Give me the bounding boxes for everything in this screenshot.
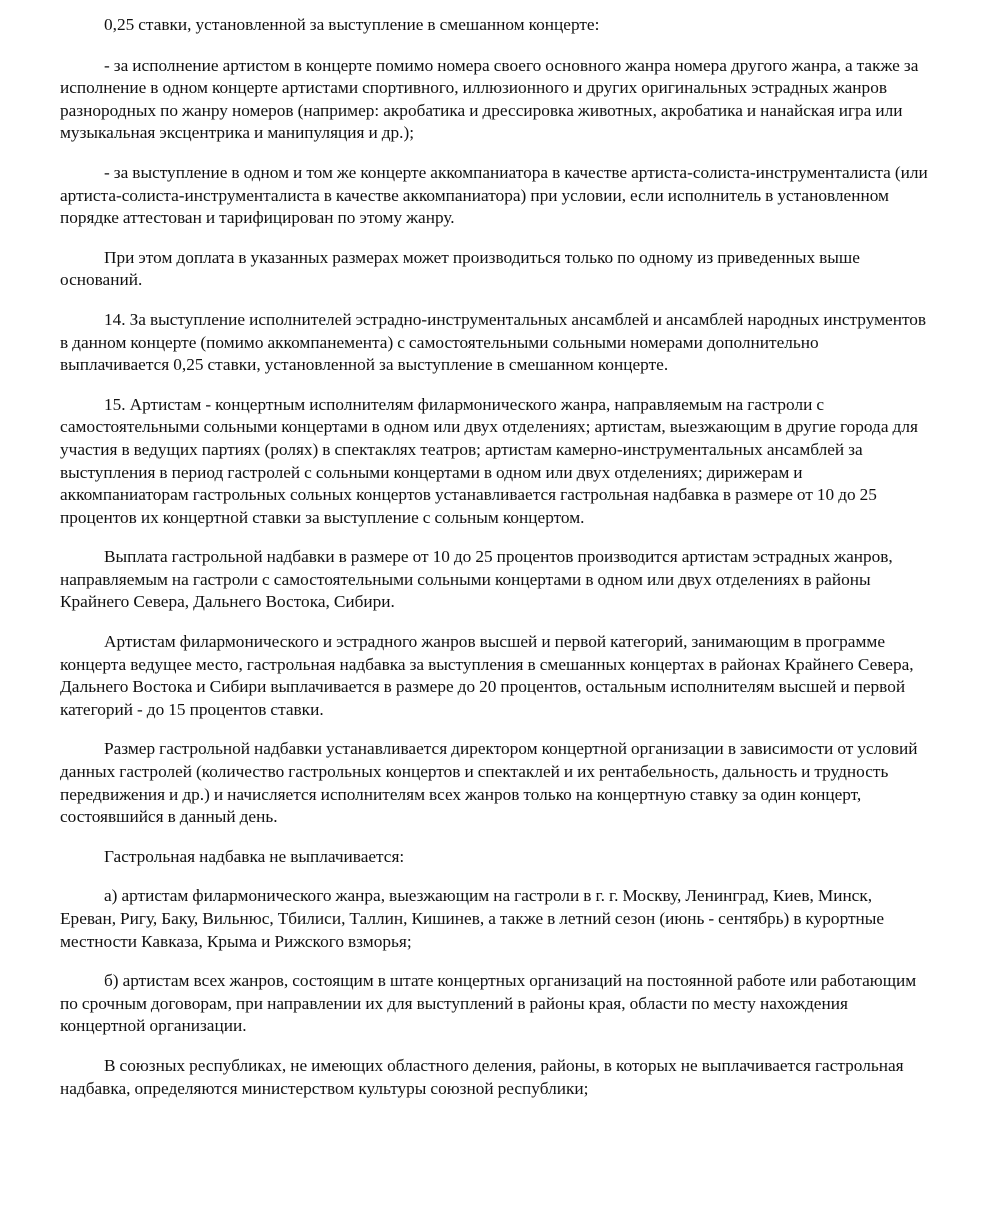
paragraph-item-15: 15. Артистам - концертным исполнителям филармонического жанра, направляемым на гастроли с самостоятельными сольными концертами в одном или двух отделениях; артистам, выезжающим в другие города для участия в ведущих партиях (ролях) в спектаклях театров; артистам камерно-инструментальных ансамблей за выступления в период гастролей с сольными концертами в одном или двух отделениях; дирижерам и аккомпаниаторам гастрольных сольных концертов устанавливается гастрольная надбавка в размере от 10 до 25 процентов их концертной ставки за выступление с сольным концертом. <box>60 394 918 527</box>
paragraph-tour-bonus-size: Размер гастрольной надбавки устанавливается директором концертной организации в зависимости от условий данных гастролей (количество гастрольных концертов и спектаклей и их рентабельность, дальность и трудность передвижения и др.) и начисляется исполнителям всех жанров только на концертную ставку за один концерт, состоявшийся в данный день. <box>60 739 918 827</box>
paragraph-union-republics: В союзных республиках, не имеющих областного деления, районы, в которых не выплачивается гастрольная надбавка, определяются министерством культуры союзной республики; <box>60 1055 904 1098</box>
paragraph-single-basis: При этом доплата в указанных размерах может производиться только по одному из приведенных выше оснований. <box>60 247 860 290</box>
paragraph-not-paid-heading: Гастрольная надбавка не выплачивается: <box>104 846 405 866</box>
paragraph-rate-continuation: 0,25 ставки, установленной за выступление в смешанном концерте: <box>104 15 600 34</box>
paragraph-accompanist: - за выступление в одном и том же концерте аккомпаниатора в качестве артиста-солиста-инструменталиста (или артиста-солиста-инструменталиста в качестве аккомпаниатора) при условии, если исполнитель в установленном порядке аттестован и тарифицирован по этому жанру. <box>60 162 928 228</box>
paragraph-item-14: 14. За выступление исполнителей эстрадно-инструментальных ансамблей и ансамблей народных инструментов в данном концерте (помимо аккомпанемента) с самостоятельными сольными номерами дополнительно выплачивается 0,25 ставки, установленной за выступление в смешанном концерте. <box>60 309 927 375</box>
paragraph-tour-bonus-north: Выплата гастрольной надбавки в размере от 10 до 25 процентов производится артистам эстрадных жанров, направляемым на гастроли с самостоятельными сольными концертами в одном или двух отделениях в районы Крайнего Севера, Дальнего Востока, Сибири. <box>60 547 893 612</box>
paragraph-tour-bonus-categories: Артистам филармонического и эстрадного жанров высшей и первой категорий, занимающим в программе концерта ведущее место, гастрольная надбавка за выступления в смешанных концертах в районах Крайнего Севера, Дальнего Востока и Сибири выплачивается в размере до 20 процентов, остальным исполнителям высшей и первой категорий - до 15 процентов ставки. <box>60 632 914 719</box>
paragraph-item-a: а) артистам филармонического жанра, выезжающим на гастроли в г. г. Москву, Ленинград, Киев, Минск, Ереван, Ригу, Баку, Вильнюс, Тбилиси, Таллин, Кишинев, а также в летний сезон (июнь - сентябрь) в курортные местности Кавказа, Крыма и Рижского взморья; <box>60 886 885 951</box>
paragraph-other-genre: - за исполнение артистом в концерте помимо номера своего основного жанра номера другого жанра, а также за исполнение в одном концерте артистами спортивного, иллюзионного и других оригинальных эстрадных жанров разнородных по жанру номеров (например: акробатика и дрессировка животных, акробатика и нанайская игра или музыкальная эксцентрика и манипуляция и др.); <box>60 55 919 143</box>
paragraph-item-b: б) артистам всех жанров, состоящим в штате концертных организаций на постоянной работе или работающим по срочным договорам, при направлении их для выступлений в районы края, области по месту нахождения концертной организации. <box>60 971 917 1036</box>
